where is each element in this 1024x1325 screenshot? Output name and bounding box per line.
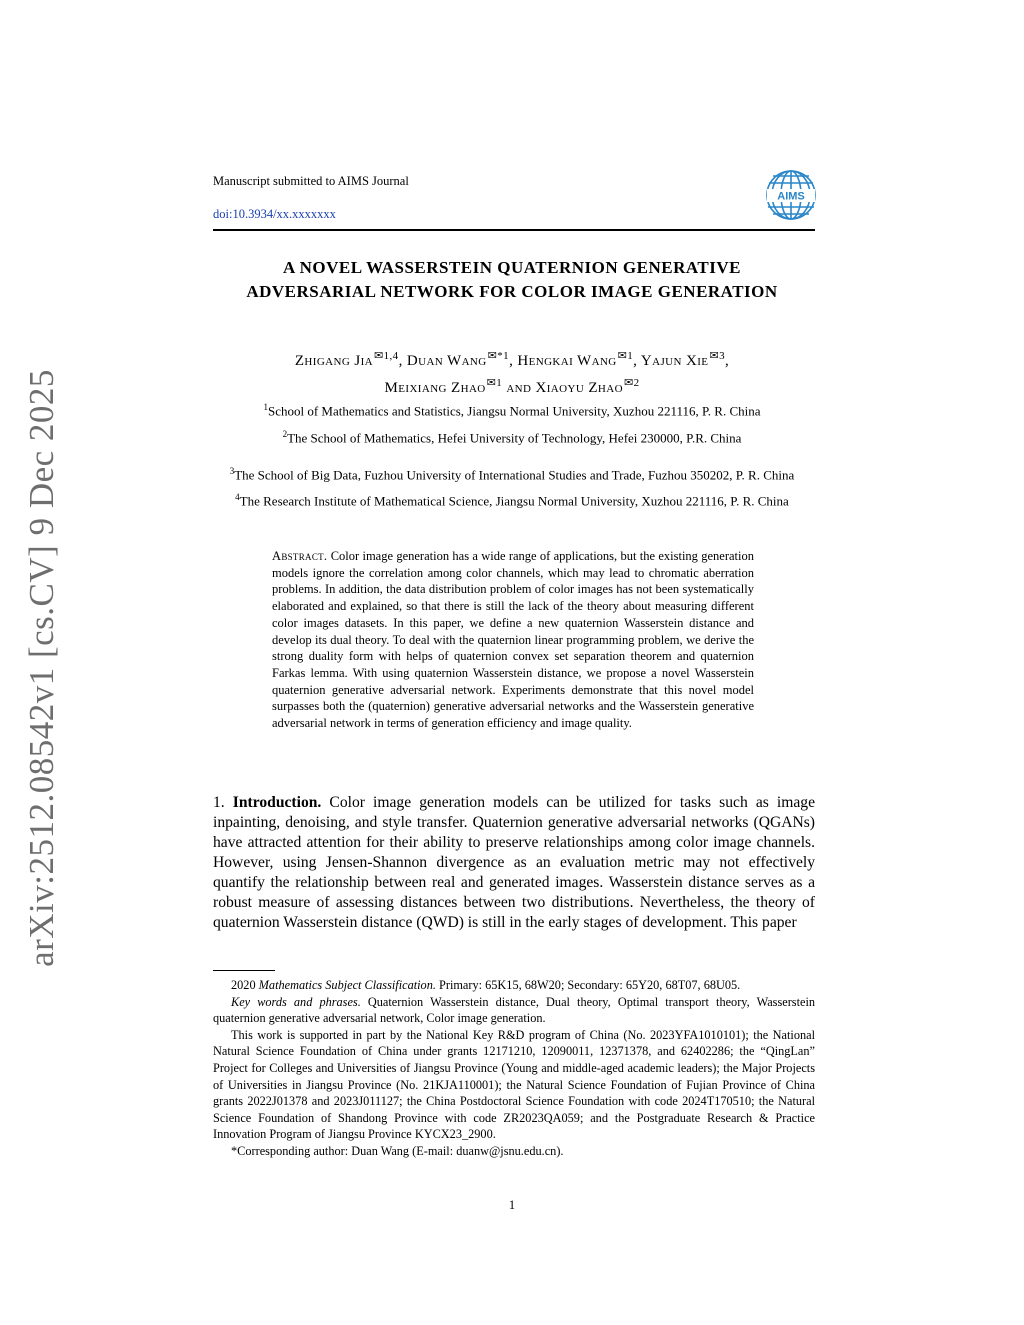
title-line-2: ADVERSARIAL NETWORK FOR COLOR IMAGE GENERATION bbox=[246, 282, 778, 301]
affiliation: $^3$The School of Big Data, Fuzhou University of International Studies and Trade, Fuzhou 350202, P. R. China bbox=[229, 466, 795, 483]
page-number: 1 bbox=[508, 1198, 516, 1212]
section-heading: Introduction. bbox=[232, 794, 322, 811]
msc-footnote: 2020 Mathematics Subject Classification. Primary: 65K15, 68W20; Secondary: 65Y20, 68T07, 68U05. bbox=[231, 978, 741, 992]
title-line-1: A NOVEL WASSERSTEIN QUATERNION GENERATIVE bbox=[283, 258, 741, 277]
envelope-icon[interactable]: ✉1 bbox=[486, 377, 503, 389]
envelope-icon[interactable]: ✉1 bbox=[617, 350, 634, 362]
abstract-label: Abstract. bbox=[272, 549, 328, 563]
header-rule bbox=[213, 229, 815, 231]
author-list: Zhigang Jia$^{✉1,4}$, Duan Wang$^{✉*1}$, Hengkai Wang$^{✉1}$, Yajun Xie$^{✉3}$, Meixiang Zhao$^{✉1}$ and Xiaoyu Zhao$^{✉2}$ bbox=[294, 350, 730, 396]
introduction-section bbox=[213, 793, 815, 933]
affiliation: $^4$The Research Institute of Mathematical Science, Jiangsu Normal University, Xuzhou 221116, P. R. China bbox=[235, 492, 789, 509]
aims-logo bbox=[764, 169, 818, 223]
author-name: Meixiang Zhao bbox=[384, 380, 486, 396]
author-name: Duan Wang bbox=[406, 353, 487, 369]
arxiv-stamp: arXiv:2512.08542v1 [cs.CV] 9 Dec 2025 bbox=[22, 369, 61, 967]
section-number: 1. bbox=[213, 794, 225, 811]
keywords-footnote: Key words and phrases. Quaternion Wasserstein distance, Dual theory, Optimal transport theory, Wasserstein quaternion generative adversarial network, Color image generation. bbox=[213, 994, 816, 1026]
envelope-icon[interactable]: ✉3 bbox=[709, 350, 725, 362]
author-name: Yajun Xie bbox=[640, 353, 709, 369]
footnotes bbox=[213, 977, 815, 1160]
manuscript-note: Manuscript submitted to AIMS Journal bbox=[213, 174, 409, 188]
logo-text: AIMS bbox=[777, 190, 805, 203]
paper-title bbox=[150, 256, 874, 304]
author-name: Xiaoyu Zhao bbox=[535, 380, 623, 396]
envelope-icon[interactable]: ✉1,4 bbox=[374, 350, 399, 362]
footnote-rule bbox=[213, 970, 275, 971]
corresponding-footnote: *Corresponding author: Duan Wang (E-mail: duanw@jsnu.edu.cn). bbox=[231, 1143, 564, 1158]
funding-footnote: This work is supported in part by the National Key R&D program of China (No. 2023YFA1010101); the National Natural Science Foundation of China under grants 12171210, 12090011, 12371378, and 62402286; the “QingLan” Project for Colleges and Universities of Jiangsu Province (Young and middle-aged academic leaders); the Major Projects of Universities in Jiangsu Province (No. 21KJA110001); the Natural Science Foundation of Fujian Province of China grants 2022J01378 and 2023J011127; the China Postdoctoral Science Foundation with code 2024T170510; the Natural Science Foundation of Shandong Province with code ZR2023QA059; and the Postgraduate Research & Practice Innovation Program of Jiangsu Province KYCX23_2900. bbox=[213, 1027, 815, 1142]
envelope-icon[interactable]: ✉*1 bbox=[487, 350, 510, 362]
affiliation: $^2$The School of Mathematics, Hefei University of Technology, Hefei 230000, P.R. China bbox=[282, 429, 742, 446]
author-name: Hengkai Wang bbox=[517, 353, 617, 369]
doi-link[interactable]: doi:10.3934/xx.xxxxxxx bbox=[213, 207, 336, 221]
author-name: Zhigang Jia bbox=[294, 353, 373, 369]
envelope-icon[interactable]: ✉2 bbox=[623, 377, 640, 389]
abstract bbox=[272, 548, 754, 732]
abstract-text: Color image generation has a wide range of applications, but the existing generation models ignore the correlation among color channels, which may lead to chromatic aberration problems. In addition, the data distribution problem of color images has not been systematically elaborated and explained, so that there is still the lack of the theory about measuring different color images datasets. In this paper, we define a new quaternion Wasserstein distance and develop its dual theory. To deal with the quaternion linear programming problem, we derive the strong duality form with helps of quaternion convex set separation theorem and quaternion Farkas lemma. With using quaternion Wasserstein distance, we propose a novel Wasserstein quaternion generative adversarial network. Experiments demonstrate that this novel model surpasses both the (quaternion) generative adversarial networks and the Wasserstein generative adversarial network in terms of generation efficiency and image quality. bbox=[272, 549, 754, 731]
intro-text: Color image generation models can be utilized for tasks such as image inpainting, denoising, and style transfer. Quaternion generative adversarial networks (QGANs) have attracted attention for their ability to preserve relationships among color image channels. However, using Jensen-Shannon divergence as an evaluation metric may not effectively quantify the relationship between real and generated images. Wasserstein distance serves as a robust measure of assessing distances between two distributions. Nevertheless, the theory of quaternion Wasserstein distance (QWD) is still in the early stages of development. This paper bbox=[213, 794, 815, 931]
affiliation: $^1$School of Mathematics and Statistics, Jiangsu Normal University, Xuzhou 221116, P. R. China bbox=[263, 402, 761, 419]
